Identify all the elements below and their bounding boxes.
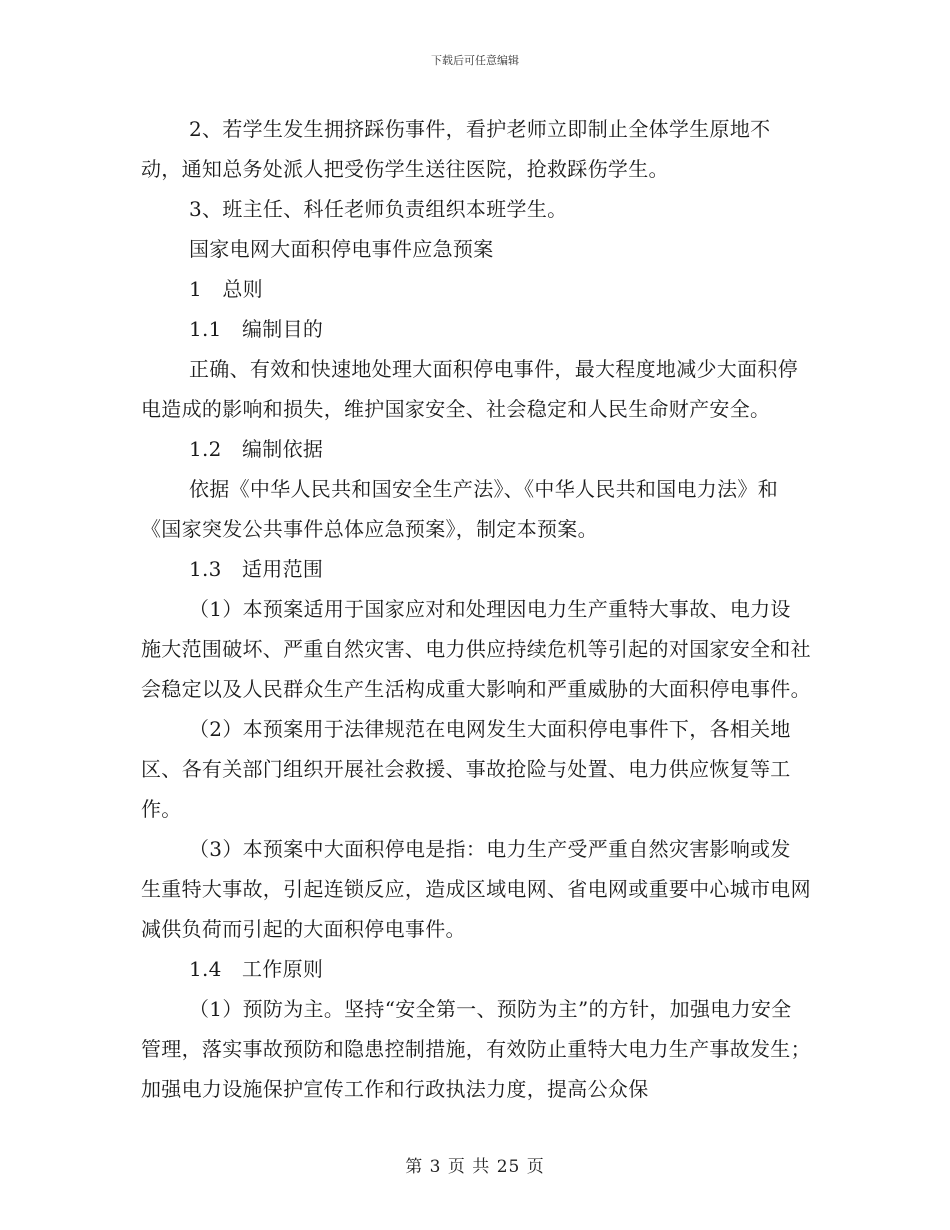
section-heading-purpose: 1.1 编制目的 xyxy=(189,317,324,341)
page-header: 下载后可任意编辑 xyxy=(431,54,519,67)
section-heading-principles: 1.4 工作原则 xyxy=(189,957,324,981)
paragraph-teacher-duty: 3、班主任、科任老师负责组织本班学生。 xyxy=(189,197,568,221)
paragraph-scope-3: （3）本预案中大面积停电是指：电力生产受严重自然灾害影响或发生重特大事故，引起连锁反应，造成区域电网、省电网或重要中心城市电网减供负荷而引起的大面积停电事件。 xyxy=(141,837,811,941)
section-heading-scope: 1.3 适用范围 xyxy=(189,557,324,581)
document-title: 国家电网大面积停电事件应急预案 xyxy=(189,237,494,261)
paragraph-principle-1: （1）预防为主。坚持“安全第一、预防为主”的方针，加强电力安全管理，落实事故预防和隐患控制措施，有效防止重特大电力生产事故发生；加强电力设施保护宣传工作和行政执法力度，提高公众保 xyxy=(141,997,811,1101)
document-body xyxy=(141,109,811,1109)
paragraph-scope-1: （1）本预案适用于国家应对和处理因电力生产重特大事故、电力设施大范围破坏、严重自然灾害、电力供应持续危机等引起的对国家安全和社会稳定以及人民群众生产生活构成重大影响和严重威胁的大面积停电事件。 xyxy=(141,597,811,701)
section-heading-general: 1 总则 xyxy=(189,277,263,301)
paragraph-crowd-injury: 2、若学生发生拥挤踩伤事件，看护老师立即制止全体学生原地不动，通知总务处派人把受伤学生送往医院，抢救踩伤学生。 xyxy=(141,117,771,181)
section-heading-basis: 1.2 编制依据 xyxy=(189,437,324,461)
page-footer: 第 3 页 共 25 页 xyxy=(405,1157,545,1177)
paragraph-purpose: 正确、有效和快速地处理大面积停电事件，最大程度地减少大面积停电造成的影响和损失，维护国家安全、社会稳定和人民生命财产安全。 xyxy=(141,357,798,421)
paragraph-basis: 依据《中华人民共和国安全生产法》、《中华人民共和国电力法》和《国家突发公共事件总体应急预案》，制定本预案。 xyxy=(141,477,778,541)
paragraph-scope-2: （2）本预案用于法律规范在电网发生大面积停电事件下，各相关地区、各有关部门组织开展社会救援、事故抢险与处置、电力供应恢复等工作。 xyxy=(141,717,791,821)
